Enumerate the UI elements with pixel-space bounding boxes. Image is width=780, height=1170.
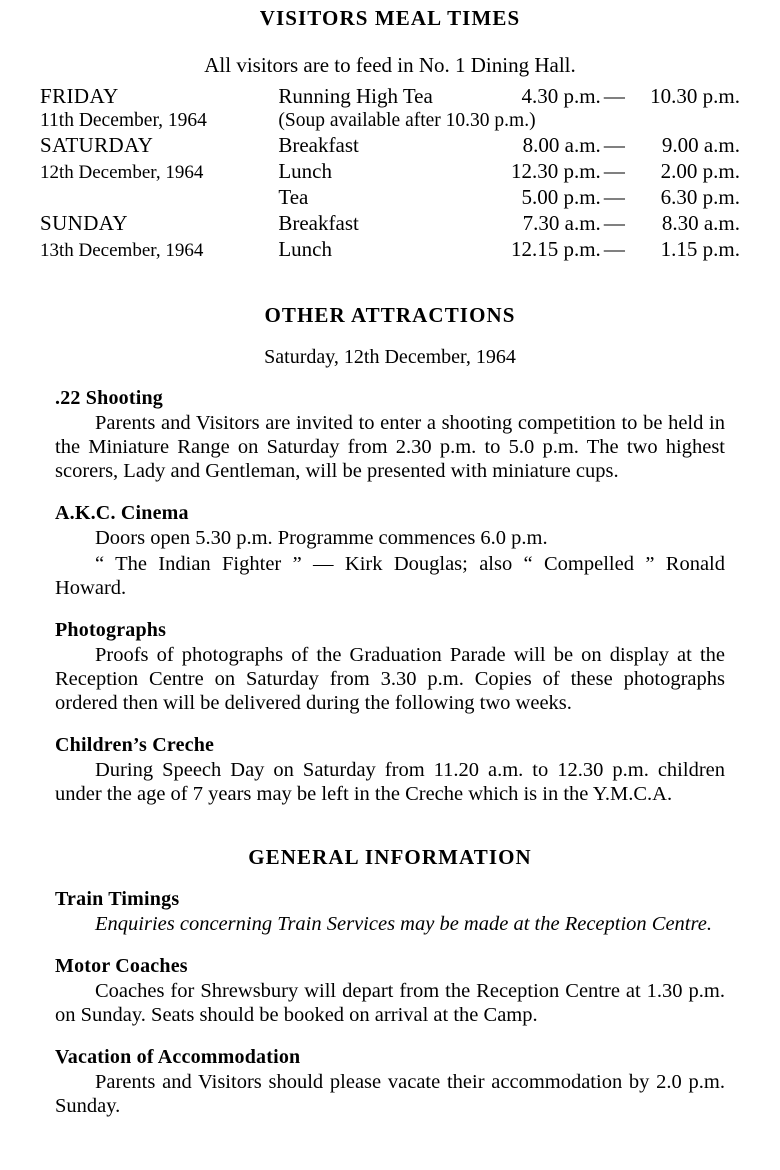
- attraction-item-shooting: [0, 387, 780, 484]
- meal-time-to: 6.30 p.m.: [660, 185, 740, 209]
- table-row: [40, 211, 740, 237]
- meal-day: SUNDAY: [40, 211, 128, 235]
- table-row: [40, 110, 740, 133]
- sub-heading: Motor Coaches: [55, 954, 188, 977]
- meal-day: SATURDAY: [40, 133, 154, 157]
- paragraph: “ The Indian Fighter ” — Kirk Douglas; also “ Compelled ” Ronald Howard.: [55, 552, 725, 599]
- paragraph: Parents and Visitors are invited to enter a shooting competition to be held in the Miniature Range on Saturday from 2.30 p.m. to 5.0 p.m. The two highest scorers, Lady and Gentleman, will be presented with miniature cups.: [55, 412, 725, 482]
- other-attractions-date: Saturday, 12th December, 1964: [264, 346, 516, 368]
- meal-time-from: 12.15 p.m.: [510, 237, 601, 261]
- meal-time-from: 12.30 p.m.: [510, 159, 601, 183]
- meal-time-from: 8.00 a.m.: [522, 133, 601, 157]
- sub-heading: Photographs: [55, 618, 167, 641]
- attraction-item-photographs: [0, 619, 780, 716]
- sub-heading: .22 Shooting: [55, 387, 163, 409]
- table-row: [40, 185, 740, 211]
- table-row: [40, 237, 740, 263]
- table-row: [40, 133, 740, 159]
- paragraph: Parents and Visitors should please vacate their accommodation by 2.0 p.m. Sunday.: [55, 1070, 725, 1117]
- meal-time-dash: —: [603, 211, 625, 235]
- sub-heading: Children’s Creche: [55, 733, 215, 756]
- meal-date-spacer: [40, 185, 278, 211]
- paragraph: Proofs of photographs of the Graduation Parade will be on display at the Reception Centre on Saturday from 3.30 p.m. Copies of these photographs ordered then will be delivered during the following two weeks.: [55, 643, 725, 714]
- meal-date: 13th December, 1964: [40, 240, 204, 261]
- table-row: [40, 84, 740, 110]
- meal-name: Running High Tea: [278, 84, 433, 108]
- meal-time-dash: —: [603, 237, 625, 261]
- meal-time-to: 2.00 p.m.: [660, 159, 740, 183]
- meal-time-from: 5.00 p.m.: [521, 185, 601, 209]
- attraction-item-cinema: [0, 502, 780, 601]
- sub-heading: A.K.C. Cinema: [55, 501, 189, 524]
- meal-time-to: 1.15 p.m.: [660, 237, 740, 261]
- meal-name: Lunch: [278, 159, 333, 183]
- meal-name: Breakfast: [278, 133, 359, 157]
- meal-name: Tea: [278, 185, 309, 209]
- meal-date: 12th December, 1964: [40, 162, 204, 183]
- sub-heading: Train Timings: [55, 887, 180, 910]
- meal-times-table: [40, 84, 740, 263]
- meal-note: (Soup available after 10.30 p.m.): [278, 110, 536, 131]
- section-title-other-attractions: OTHER ATTRACTIONS: [264, 303, 516, 327]
- meal-name: Lunch: [278, 237, 333, 261]
- meal-time-dash: —: [603, 133, 625, 157]
- spacer: [0, 807, 780, 845]
- meal-date: 11th December, 1964: [40, 110, 207, 131]
- paragraph: Enquiries concerning Train Services may be made at the Reception Centre.: [95, 912, 712, 935]
- paragraph: Coaches for Shrewsbury will depart from the Reception Centre at 1.30 p.m. on Sunday. Seats should be booked on arrival at the Camp.: [55, 979, 725, 1026]
- meal-times-intro: All visitors are to feed in No. 1 Dining Hall.: [204, 53, 576, 77]
- general-item-train-timings: [0, 888, 780, 937]
- meal-time-to: 10.30 p.m.: [650, 84, 740, 108]
- section-title-general-information: GENERAL INFORMATION: [248, 844, 532, 869]
- meal-name: Breakfast: [278, 211, 359, 235]
- attraction-item-creche: [0, 734, 780, 807]
- meal-time-to: 9.00 a.m.: [661, 133, 740, 157]
- meal-day: FRIDAY: [40, 84, 119, 108]
- spacer: [0, 263, 780, 303]
- paragraph: Doors open 5.30 p.m. Programme commences 6.0 p.m.: [95, 526, 548, 549]
- paragraph: During Speech Day on Saturday from 11.20 a.m. to 12.30 p.m. children under the age of 7 years may be left in the Creche which is in the Y.M.C.A.: [55, 758, 725, 805]
- general-item-vacation-of-accommodation: [0, 1046, 780, 1119]
- table-row: [40, 159, 740, 185]
- meal-time-from: 7.30 a.m.: [522, 211, 601, 235]
- meal-time-dash: —: [603, 185, 625, 209]
- meal-time-from: 4.30 p.m.: [521, 84, 601, 108]
- general-item-motor-coaches: [0, 955, 780, 1028]
- meal-time-dash: —: [603, 159, 625, 183]
- meal-time-to: 8.30 a.m.: [661, 211, 740, 235]
- meal-time-dash: —: [603, 84, 625, 108]
- page-title-visitors-meal-times: VISITORS MEAL TIMES: [259, 6, 521, 30]
- sub-heading: Vacation of Accommodation: [55, 1045, 301, 1068]
